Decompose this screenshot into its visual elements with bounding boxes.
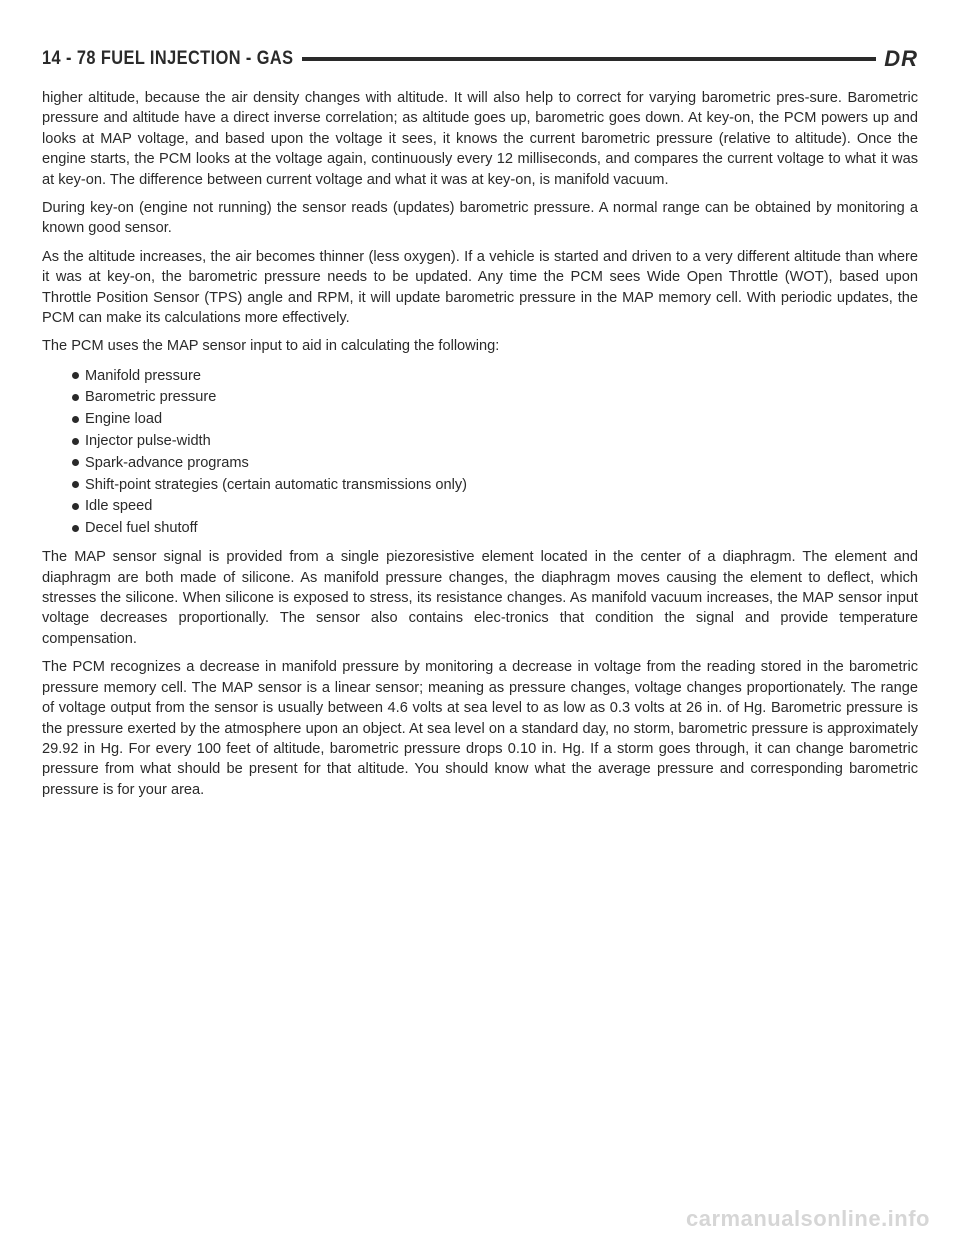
list-item-text: Injector pulse-width [85,432,211,449]
page-header [42,44,918,74]
bullet-icon [72,372,79,379]
bullet-icon [72,525,79,532]
list-item [72,365,918,387]
list-item-text: Spark-advance programs [85,454,249,471]
bullet-icon [72,459,79,466]
list-item [72,387,918,409]
list-item [72,517,918,539]
list-item-text: Engine load [85,411,163,428]
bullet-icon [72,503,79,510]
paragraph-key-on: During key-on (engine not running) the sensor reads (updates) barometric pressure. A normal range can be obtained by monitoring a known good sensor. [42,200,918,237]
list-item-text: Shift-point strategies (certain automatic transmissions only) [85,476,468,493]
list-item-text: Barometric pressure [85,389,217,406]
watermark: carmanualsonline.info [686,1206,930,1231]
bullet-icon [72,416,79,423]
calculation-list [42,365,918,539]
list-item [72,408,918,430]
header-rule [302,57,876,61]
bullet-icon [72,438,79,445]
page-section-title: 14 - 78 FUEL INJECTION - GAS [42,48,294,69]
paragraph-barometric-intro: higher altitude, because the air density changes with altitude. It will also help to correct for varying barometric pres-sure. Barometric pressure and altitude have a direct inverse correlation; as altitude goes up, barometric goes down. At key-on, the PCM powers up and looks at MAP voltage, and based upon the voltage it sees, it knows the current barometric pressure (relative to altitude). Once the engine starts, the PCM looks at the voltage again, continuously every 12 milliseconds, and compares the current voltage to what it was at key-on. The difference between current voltage and what it was at key-on, is manifold vacuum. [42,90,918,188]
bullet-icon [72,394,79,401]
bullet-icon [72,481,79,488]
list-item-text: Manifold pressure [85,367,201,384]
list-item [72,496,918,518]
list-item [72,452,918,474]
list-item-text: Idle speed [85,498,153,515]
list-item [72,430,918,452]
list-item-text: Decel fuel shutoff [85,520,198,537]
list-item [72,474,918,496]
paragraph-altitude: As the altitude increases, the air becomes thinner (less oxygen). If a vehicle is started and driven to a very different altitude than where it was at key-on, the barometric pressure needs to be updated. Any time the PCM sees Wide Open Throttle (WOT), based upon Throttle Position Sensor (TPS) angle and RPM, it will update barometric pressure in the MAP memory cell. With periodic updates, the PCM can make its calculations more effectively. [42,248,918,327]
paragraph-sensor-design: The MAP sensor signal is provided from a single piezoresistive element located in the center of a diaphragm. The element and diaphragm are both made of silicone. As manifold pressure changes, the diaphragm moves causing the element to deflect, which stresses the silicone. When silicone is exposed to stress, its resistance changes. As manifold vacuum increases, the MAP sensor input voltage decreases proportionally. The sensor also contains elec-tronics that condition the signal and provide temperature compensation. [42,549,918,647]
paragraph-list-intro: The PCM uses the MAP sensor input to aid in calculating the following: [42,338,500,355]
paragraph-voltage-range: The PCM recognizes a decrease in manifold pressure by monitoring a decrease in voltage from the reading stored in the barometric pressure memory cell. The MAP sensor is a linear sensor; meaning as pressure changes, voltage changes proportionately. The range of voltage output from the sensor is usually between 4.6 volts at sea level to as low as 0.3 volts at 26 in. of Hg. Barometric pressure is the pressure exerted by the atmosphere upon an object. At sea level on a standard day, no storm, barometric pressure is approximately 29.92 in Hg. For every 100 feet of altitude, barometric pressure drops 0.10 in. Hg. If a storm goes through, it can change barometric pressure from what should be present for that altitude. You should know what the average pressure and corresponding barometric pressure is for your area. [42,659,918,798]
document-body [42,88,918,808]
model-code: DR [884,46,918,71]
